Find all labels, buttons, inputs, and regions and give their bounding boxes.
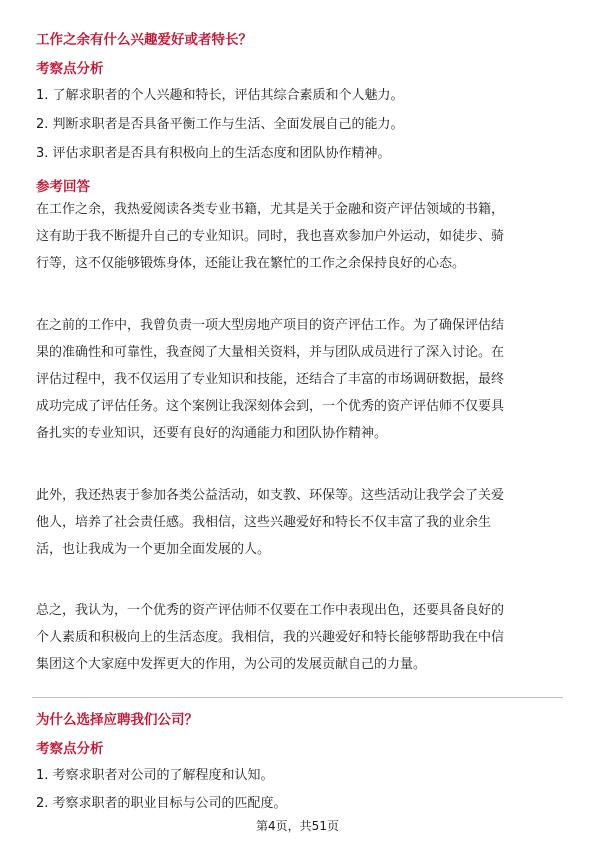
analysis-item: 2. 判断求职者是否具备平衡工作与生活、全面发展自己的能力。 (36, 117, 404, 132)
answer-paragraph (36, 196, 562, 277)
question-title: 工作之余有什么兴趣爱好或者特长？ (36, 32, 252, 48)
section-divider (32, 697, 563, 698)
analysis-item: 2. 考察求职者的职业目标与公司的匹配度。 (36, 796, 287, 811)
analysis-item: 1. 考察求职者对公司的了解程度和认知。 (36, 768, 274, 783)
paragraph-line: 备扎实的专业知识，还要有良好的沟通能力和团队协作精神。 (36, 426, 388, 441)
paragraph-line: 评估过程中，我不仅运用了专业知识和技能，还结合了丰富的市场调研数据，最终 (36, 372, 505, 387)
answer-paragraph (36, 597, 562, 678)
analysis-heading: 考察点分析 (36, 741, 104, 757)
paragraph-line: 成功完成了评估任务。这个案例让我深刻体会到，一个优秀的资产评估师不仅要具 (36, 399, 505, 414)
answer-heading: 参考回答 (36, 179, 90, 195)
paragraph-line: 在之前的工作中，我曾负责一项大型房地产项目的资产评估工作。为了确保评估结 (36, 318, 505, 333)
paragraph-line: 活，也让我成为一个更加全面发展的人。 (36, 542, 271, 557)
analysis-heading: 考察点分析 (36, 61, 104, 77)
analysis-item: 3. 评估求职者是否具有积极向上的生活态度和团队协作精神。 (36, 146, 391, 161)
page-number: 第4页，共51页 (256, 819, 339, 833)
analysis-item: 1. 了解求职者的个人兴趣和特长，评估其综合素质和个人魅力。 (36, 88, 404, 103)
paragraph-line: 此外，我还热衷于参加各类公益活动，如支教、环保等。这些活动让我学会了关爱 (36, 488, 505, 503)
paragraph-line: 行等，这不仅能够锻炼身体，还能让我在繁忙的工作之余保持良好的心态。 (36, 256, 466, 271)
answer-paragraph (36, 482, 562, 563)
answer-paragraph (36, 312, 562, 447)
paragraph-line: 这有助于我不断提升自己的专业知识。同时，我也喜欢参加户外运动，如徒步、骑 (36, 229, 505, 244)
paragraph-line: 他人，培养了社会责任感。我相信，这些兴趣爱好和特长不仅丰富了我的业余生 (36, 515, 492, 530)
paragraph-line: 个人素质和积极向上的生活态度。我相信，我的兴趣爱好和特长能够帮助我在中信 (36, 630, 505, 645)
paragraph-line: 集团这个大家庭中发挥更大的作用，为公司的发展贡献自己的力量。 (36, 657, 427, 672)
question-title: 为什么选择应聘我们公司？ (36, 712, 198, 728)
paragraph-line: 在工作之余，我热爱阅读各类专业书籍，尤其是关于金融和资产评估领域的书籍， (36, 202, 505, 217)
paragraph-line: 总之，我认为，一个优秀的资产评估师不仅要在工作中表现出色，还要具备良好的 (36, 603, 505, 618)
paragraph-line: 果的准确性和可靠性，我查阅了大量相关资料，并与团队成员进行了深入讨论。在 (36, 345, 505, 360)
